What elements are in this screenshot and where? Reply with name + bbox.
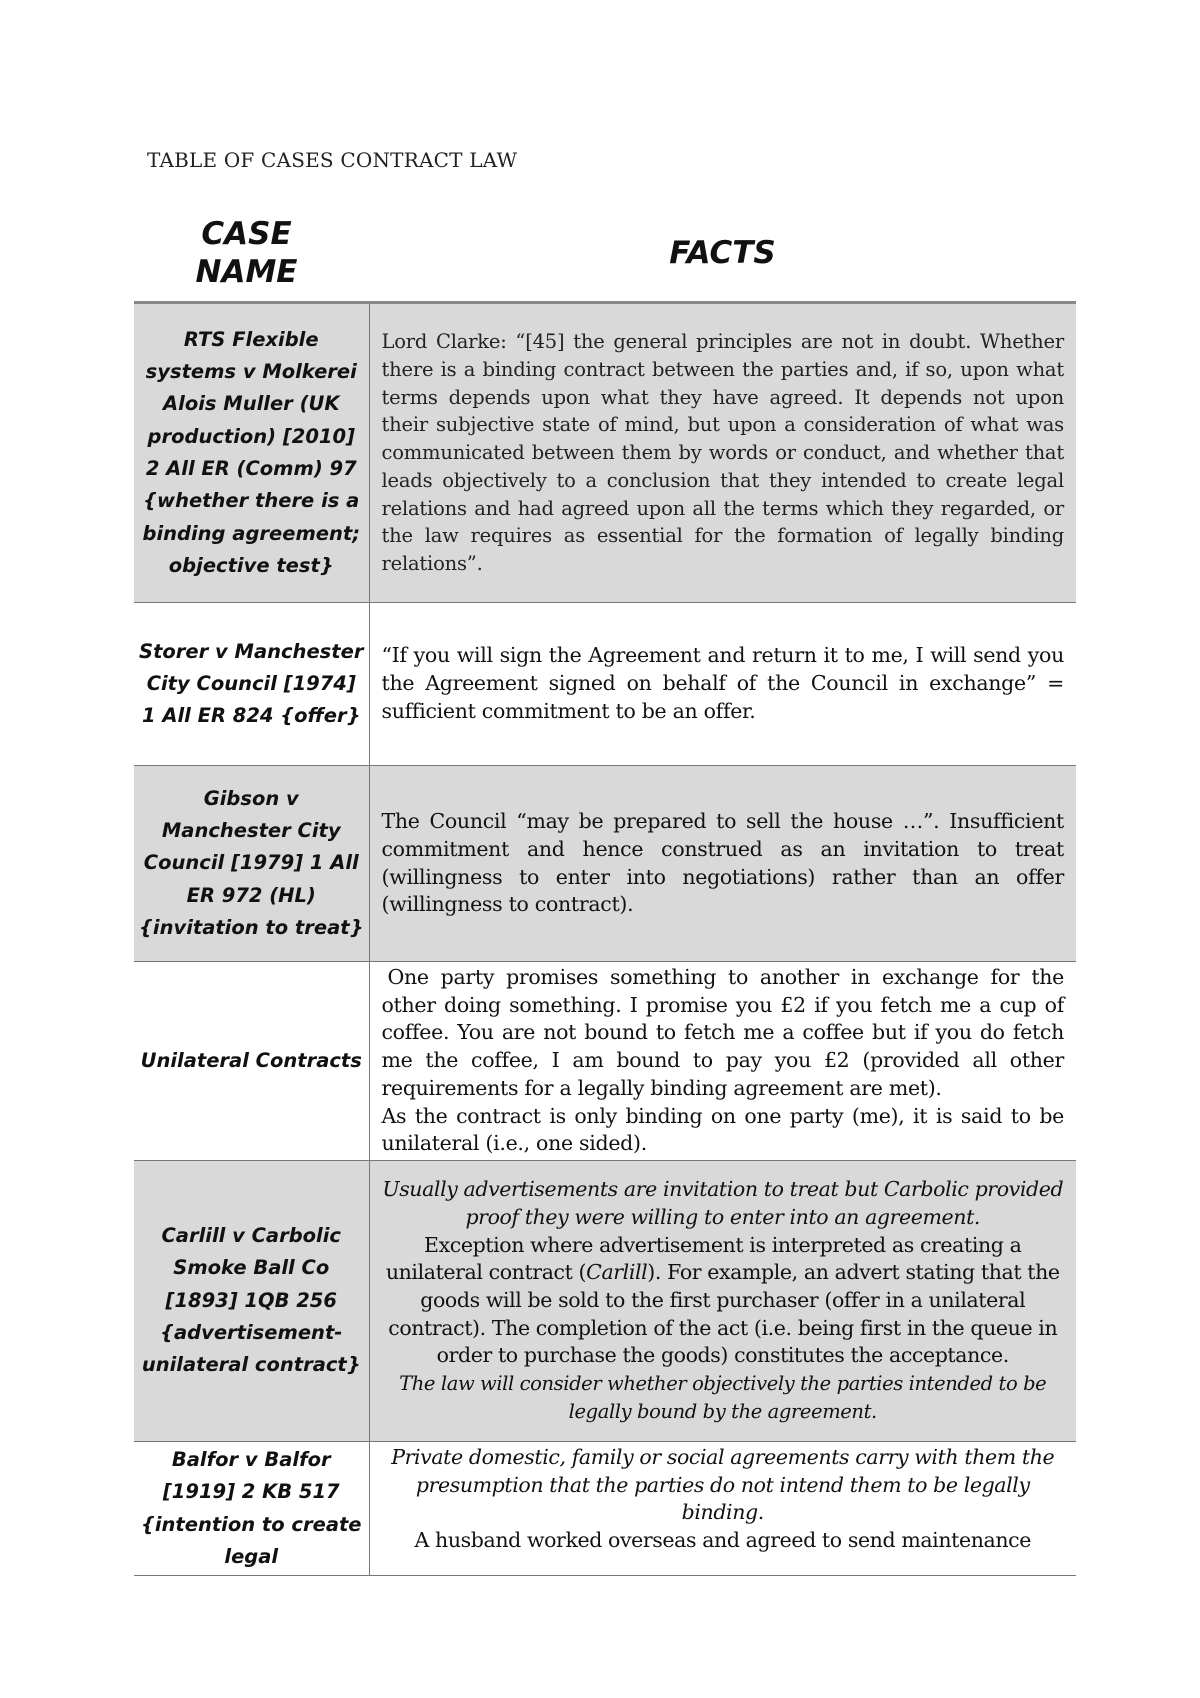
facts-paragraph: A husband worked overseas and agreed to send maintenance	[414, 1528, 1031, 1553]
facts-italic-lead: Usually advertisements are invitation to treat but Carbolic provided proof they were willing to enter into an agreement.	[382, 1177, 1064, 1229]
facts-paragraph: Exception where advertisement is interpreted as creating a unilateral contract (Carlill). For example, an advert stating that the goods will be sold to the first purchaser (offer in a unilateral contract). The completion of the act (i.e. being first in the queue in order to purchase the goods) constitutes the acceptance.	[385, 1232, 1060, 1368]
facts-note: The law will consider whether objectively the parties intended to be legally bound by the agreement.	[399, 1372, 1047, 1423]
table-row	[134, 766, 1076, 962]
facts-text: The Council “may be prepared to sell the house …”. Insufficient commitment and hence construed as an invitation to treat (willingness to enter into negotiations) rather than an offer (willingness to contract).	[381, 809, 1064, 917]
facts-cell	[369, 1160, 1076, 1441]
facts-cell	[369, 1441, 1076, 1575]
facts-text	[382, 964, 1065, 1158]
case-name-cell: Carlill v Carbolic Smoke Ball Co [1893] 1QB 256 {advertisement- unilateral contract}	[134, 1160, 369, 1441]
facts-paragraph: One party promises something to another in exchange for the other doing something. I promise you £2 if you fetch me a cup of coffee. You are not bound to fetch me a coffee but if you do fetch me the coffee, I am bound to pay you £2 (provided all other requirements for a legally binding agreement are met).	[381, 965, 1064, 1100]
facts-text: Lord Clarke: “[45] the general principles are not in doubt. Whether there is a binding contract between the parties and, if so, upon what terms depends upon what they have agreed. It depends not upon their subjective state of mind, but upon a consideration of what was communicated between them by words or conduct, and whether that leads objectively to a conclusion that they intended to create legal relations and had agreed upon all the terms which they regarded, or the law requires as essential for the formation of legally binding relations”.	[381, 330, 1064, 575]
case-name-cell: Gibson v Manchester City Council [1979] 1 All ER 972 (HL) {invitation to treat}	[134, 766, 369, 962]
table-row	[134, 962, 1076, 1161]
case-name-header: CASE NAME	[134, 205, 369, 303]
facts-text	[382, 1444, 1065, 1555]
document-title: TABLE OF CASES CONTRACT LAW	[147, 148, 518, 172]
facts-cell	[369, 962, 1076, 1161]
facts-cell	[369, 603, 1076, 766]
case-name-cell: Storer v Manchester City Council [1974] 1 All ER 824 {offer}	[134, 603, 369, 766]
facts-cell	[369, 303, 1076, 603]
facts-italic-lead: Private domestic, family or social agreements carry with them the presumption that the parties do not intend them to be legally binding.	[391, 1444, 1055, 1525]
case-name-cell: Unilateral Contracts	[134, 962, 369, 1161]
facts-paragraph: As the contract is only binding on one party (me), it is said to be unilateral (i.e., one sided).	[381, 1103, 1064, 1156]
table-row	[134, 603, 1076, 766]
table-row	[134, 1160, 1076, 1441]
facts-text: “If you will sign the Agreement and return it to me, I will send you the Agreement signed on behalf of the Council in exchange” = sufficient commitment to be an offer.	[381, 643, 1064, 723]
table-row	[134, 1441, 1076, 1575]
table-header-row	[134, 205, 1076, 303]
facts-text	[382, 1176, 1065, 1425]
cases-table	[134, 205, 1076, 1576]
case-name-cell: Balfor v Balfor [1919] 2 KB 517 {intention to create legal	[134, 1441, 369, 1575]
table-row	[134, 303, 1076, 603]
facts-header: FACTS	[369, 205, 1076, 303]
facts-cell	[369, 766, 1076, 962]
case-reference: Carlill	[586, 1260, 648, 1285]
case-name-cell: RTS Flexible systems v Molkerei Alois Muller (UK production) [2010] 2 All ER (Comm) 97 {whether there is a binding agreement; objective test}	[134, 303, 369, 603]
